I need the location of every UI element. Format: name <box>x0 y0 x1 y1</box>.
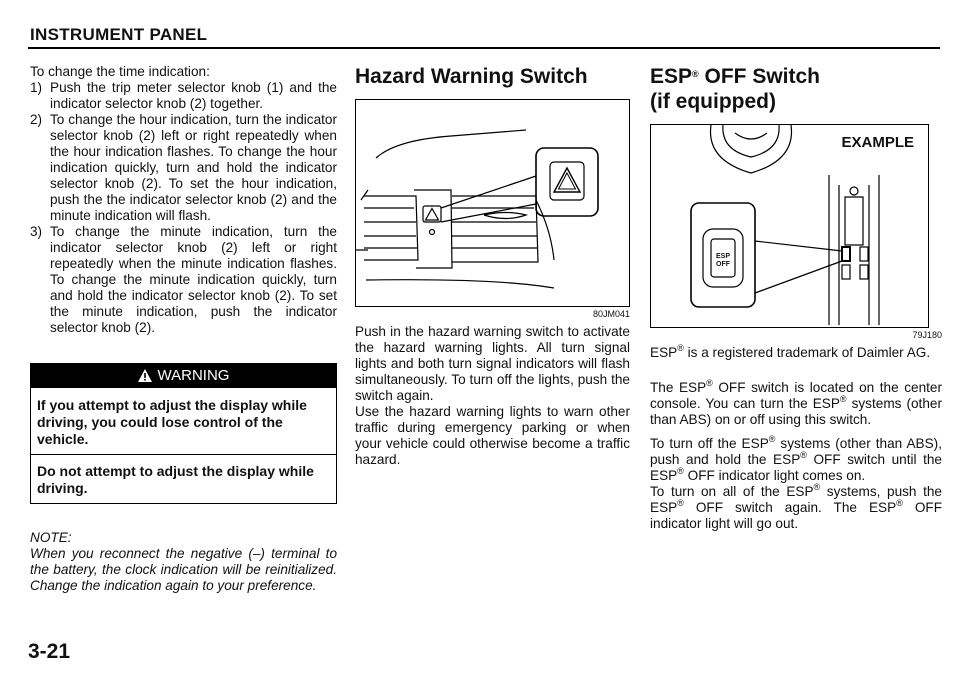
registered-mark: ® <box>800 450 807 460</box>
esp-heading <box>650 64 942 89</box>
esp-figure <box>650 124 929 328</box>
step-1 <box>30 80 337 112</box>
tm-esp: ESP <box>650 345 678 360</box>
hazard-figure <box>355 99 630 307</box>
step-text: Push the trip meter selector knob (1) and the indicator selector knob (2) together. <box>50 80 337 111</box>
text-part: systems, push the ESP <box>650 484 942 515</box>
text-part: To turn off the ESP <box>650 436 769 451</box>
text-part: systems (other than ABS) on or off using this switch. <box>650 396 942 427</box>
esp-trademark <box>650 345 942 361</box>
warning-text-2: Do not attempt to adjust the display while driving. <box>37 463 314 496</box>
registered-mark: ® <box>677 498 684 508</box>
hazard-body-2: Use the hazard warning lights to warn other traffic during emergency parking or when your vehicle could otherwise become a traffic hazard. <box>355 404 630 467</box>
esp-body-3 <box>650 484 942 532</box>
registered-mark: ® <box>896 498 903 508</box>
step-text: To change the minute indication, turn the indicator selector knob (2) left or right repeatedly when the minute indication flashes. To change the minute indication quickly, turn and hold the indicator selector knob (2). To set the minute indication, push the indicator selector knob (2). <box>50 224 337 335</box>
tm-rest: is a registered trademark of Daimler AG. <box>683 345 931 360</box>
registered-mark: ® <box>692 69 699 79</box>
step-number: 1) <box>30 80 43 95</box>
esp-switch-illustration <box>651 125 928 327</box>
registered-mark: ® <box>839 394 847 404</box>
note <box>30 530 337 594</box>
step-2 <box>30 112 337 224</box>
esp-figure-code: 79J180 <box>912 330 942 340</box>
esp-switch-label-2: OFF <box>716 261 730 268</box>
step-number: 2) <box>30 112 43 127</box>
registered-mark: ® <box>813 482 821 492</box>
clock-column <box>30 64 337 594</box>
registered-mark: ® <box>768 434 776 444</box>
warning-title: WARNING <box>157 367 230 384</box>
note-text: When you reconnect the negative (–) terminal to the battery, the clock indication will be reinitialized. Change the indication again to your preference. <box>30 546 337 593</box>
warning-body <box>31 388 336 503</box>
text-part: OFF switch again. The ESP <box>683 500 897 515</box>
warning-box <box>30 363 337 504</box>
esp-switch-label <box>711 253 735 269</box>
esp-body-1 <box>650 380 942 428</box>
text-part: To turn on all of the ESP <box>650 484 814 499</box>
text-part: OFF switch is located on the center console. You can turn the ESP <box>650 380 942 411</box>
esp-heading-line2: (if equipped) <box>650 90 776 113</box>
note-label: NOTE: <box>30 530 72 545</box>
warning-text-1: If you attempt to adjust the display while driving, you could lose control of the vehicle. <box>37 397 307 447</box>
warning-header <box>31 364 336 388</box>
hazard-body-1: Push in the hazard warning switch to activate the hazard warning lights. All turn signal lights and both turn signal indicators will flash simultaneously. To turn off the lights, push the switch again. <box>355 324 630 403</box>
warning-divider <box>31 454 336 455</box>
registered-mark: ® <box>677 466 684 476</box>
page-number: 3-21 <box>28 640 71 663</box>
esp-heading-rest: OFF Switch <box>698 65 821 88</box>
section-rule <box>28 47 940 49</box>
text-part: OFF indicator light will go out. <box>650 500 943 531</box>
registered-mark: ® <box>677 343 684 353</box>
text-part: The ESP <box>650 380 707 395</box>
esp-column <box>650 64 942 532</box>
registered-mark: ® <box>706 378 713 388</box>
hazard-figure-code: 80JM041 <box>592 309 630 319</box>
esp-heading-esp: ESP <box>650 65 693 88</box>
hazard-heading: Hazard Warning Switch <box>355 65 588 88</box>
esp-body-2 <box>650 436 942 484</box>
hazard-column <box>355 64 630 468</box>
section-title: INSTRUMENT PANEL <box>30 25 208 44</box>
text-part: systems (other than ABS), push and hold the ESP <box>650 436 942 467</box>
step-3 <box>30 224 337 336</box>
clock-intro: To change the time indication: <box>30 64 210 79</box>
step-text: To change the hour indication, turn the indicator selector knob (2) left or right repeatedly when the hour indication flashes. To change the hour indication quickly, turn and hold the indicator selector knob (2). To set the hour indication, push the the indicator selector knob (2) and the minute indication will flash. <box>50 112 337 223</box>
text-part: OFF switch until the ESP <box>650 452 942 483</box>
esp-figure-label: EXAMPLE <box>841 134 914 151</box>
step-number: 3) <box>30 224 43 239</box>
warning-triangle-icon <box>138 366 152 390</box>
text-part: OFF indicator light comes on. <box>683 468 866 483</box>
hazard-switch-illustration <box>356 100 629 306</box>
esp-switch-label-1: ESP <box>715 253 730 260</box>
